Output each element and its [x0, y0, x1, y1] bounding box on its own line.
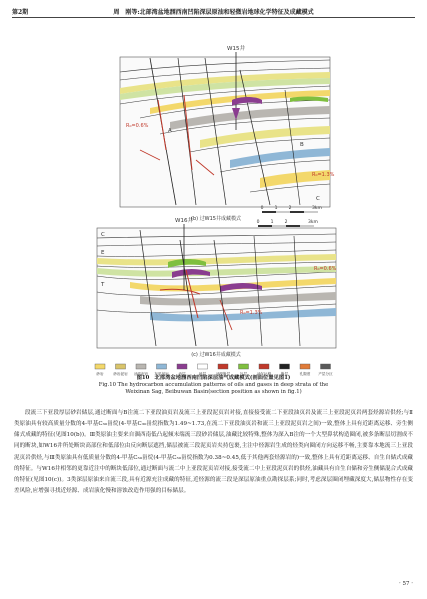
- legend-swatch: [239, 364, 249, 369]
- legend-label: 产层分区: [318, 372, 333, 376]
- panel-c-well-label: W16井: [175, 218, 193, 224]
- legend-label: 地层: [198, 372, 207, 376]
- legend-swatch: [157, 364, 167, 369]
- legend-label: 油质泥岩: [133, 372, 149, 376]
- panel-c-cross-section: [97, 224, 336, 348]
- panel-c-zone-t: T: [101, 282, 105, 288]
- legend-label: 油源断层: [215, 372, 231, 376]
- panel-b-ro-label-1: R₀=0.6%: [126, 123, 149, 129]
- panel-c-zone-c: C: [101, 232, 105, 238]
- svg-text:1: 1: [270, 220, 274, 225]
- caption-en-2: Weixinan Sag, Beibuwan Basin(section position as shown in fig.1): [125, 389, 302, 395]
- legend-swatch: [218, 364, 228, 369]
- panel-b-cross-section: [120, 52, 330, 207]
- svg-text:3km: 3km: [312, 206, 322, 211]
- panel-c-scale-bar: [257, 219, 318, 227]
- legend-swatch: [177, 364, 187, 369]
- legend-swatch: [280, 364, 290, 369]
- panel-c-zone-e: E: [101, 250, 105, 256]
- legend-label: 砂岩泥岩: [113, 372, 128, 376]
- panel-c-ro-label-2: R₀=1.3%: [240, 310, 263, 316]
- panel-b-zone-a: A: [168, 128, 172, 134]
- panel-b-zone-b: B: [300, 142, 304, 148]
- svg-text:0: 0: [256, 220, 260, 225]
- legend-swatch: [198, 364, 208, 369]
- caption-en-1: Fig.10 The hydrocarbon accumulation patterns of oils and gases in deep strata of the: [98, 382, 329, 388]
- svg-text:1: 1: [274, 206, 278, 211]
- legend-label: 气层: [239, 372, 248, 376]
- issue-number: 第2期: [12, 9, 29, 16]
- caption-cn: 图10 北部湾盆地涠西南凹陷深层油气成藏模式(剖面位置见图1): [136, 375, 291, 381]
- panel-b-ro-label-2: R₀=1.3%: [312, 172, 335, 178]
- svg-text:0: 0: [260, 206, 264, 211]
- panel-b-well-label: W15井: [227, 46, 245, 52]
- page-number: · 57 ·: [399, 581, 413, 587]
- legend-label: 断层: [280, 372, 289, 376]
- svg-text:3km: 3km: [308, 220, 318, 225]
- legend-label: 油层: [178, 372, 186, 376]
- panel-c-ro-label-1: R₀=0.6%: [314, 266, 337, 272]
- legend-swatch: [136, 364, 146, 369]
- body-text: [14, 408, 413, 497]
- figure-caption: [20, 375, 407, 396]
- panel-b-zone-c: C: [316, 196, 320, 202]
- legend-label: 油气运移: [256, 372, 272, 376]
- legend-label: 砂岩: [96, 372, 104, 376]
- panel-c-caption: (c) 过W16井成藏模式: [191, 352, 241, 358]
- legend-label: 灰质泥岩: [154, 372, 169, 376]
- panel-b-caption: (b) 过W15井成藏模式: [191, 216, 241, 222]
- legend-swatch: [259, 364, 269, 369]
- legend-swatch: [300, 364, 310, 369]
- legend-label: 孔隙度: [299, 372, 311, 376]
- svg-text:2: 2: [284, 220, 288, 225]
- running-title: 周 刚等:北部湾盆地涠西南凹陷深层原油和轻微岩地球化学特征及成藏模式: [113, 9, 314, 16]
- paragraph-1: 段流三下亚段厚层砂岩储层,通过断面与B注流二下亚段油页岩及流三上亚段泥页岩对接,直接接受流二下亚段油页岩及流三上亚段泥页岩两套烃源岩供烃;与Ⅱ类原油具有较高质量分数的4-甲基C₃₀甾烷(4-甲基C₃₀甾烷指数为1.49~1.73,在流二下亚段油页岩和流三上亚段泥页岩之间)一致,整体上具有近距离运移、旁生侧储式成藏的特征(见图10(b))。Ⅲ类原油主要来自涠西南低凸起倾末端流三段砂岩储层,油藏比较特殊,整体为深入B注的一个大型鼻状构造圈闭,被多条断层切割成不同的断块,如W16井所处断块高部位和低部位由反向断层遮挡,储层被流三段泥页岩夹持包裹,主注中烃源岩生成的烃类向圈闭方向运移不畅,主要靠本地流三上亚段泥页岩供烃,与Ⅲ类原油具有低质量分数的4-甲基C₃₀甾烷(4-甲基C₃₀甾烷指数为0.38~0.45,低于其他两套烃源岩的)一致,整体上具有近距离运移、自生自储式成藏的特征。与W16井相邻的更靠近注中的断块低部位,通过断面与流二中上亚段泥页岩对接,接受流二中上亚段泥页岩的供烃,油藏具有自生自储和旁生侧储混合式成藏的特征(见图10(c))。3类深层原油来自流三段,具有近源充注成藏的特征,近烃源的流三段是深层原油重点勘探层系;同时,考虑深层圈闭埋藏深度大,储层物性存在变差风险,应增强寻找近烃源、成岩演化慢和溶蚀改造作用强的目标储层。: [14, 410, 413, 495]
- legend-swatch: [116, 364, 126, 369]
- legend-swatch: [95, 364, 105, 369]
- svg-text:2: 2: [288, 206, 292, 211]
- legend-swatch: [321, 364, 331, 369]
